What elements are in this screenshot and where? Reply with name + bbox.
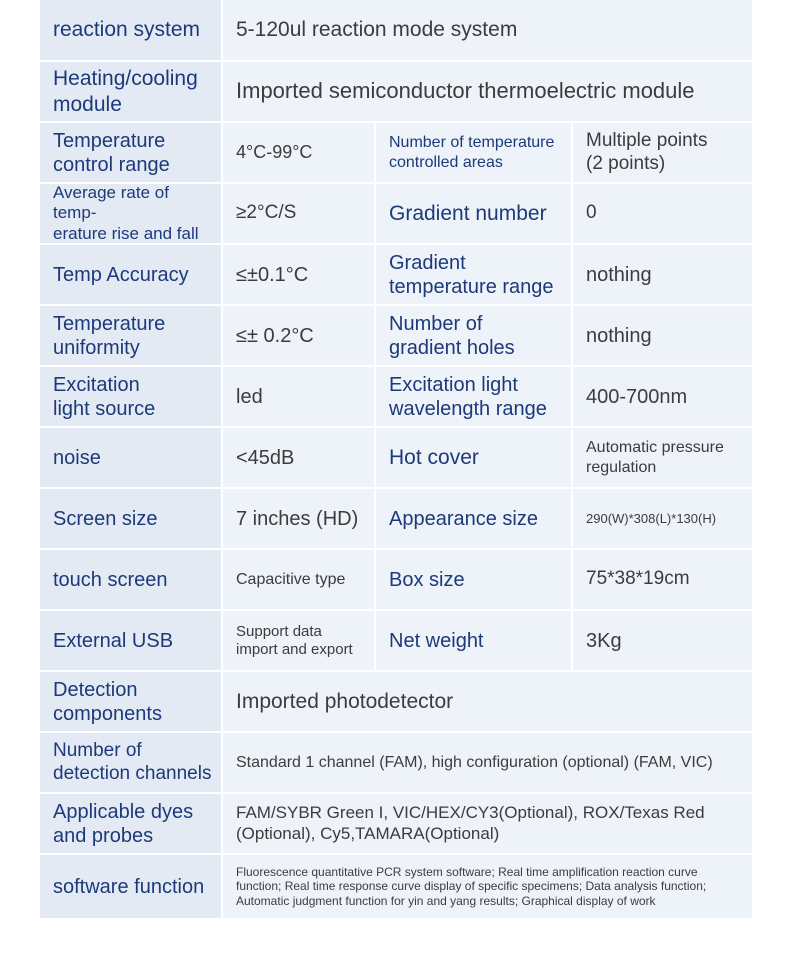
spec-label-text: noise: [53, 446, 101, 469]
spec-value-secondary-text: 3Kg: [586, 629, 622, 652]
spec-value-secondary: [573, 428, 752, 487]
spec-value-text: 4°C-99°C: [236, 141, 313, 162]
spec-label-secondary: [376, 489, 571, 548]
spec-label-text: Applicable dyes and probes: [53, 800, 194, 847]
spec-label-secondary: [376, 306, 571, 365]
spec-label-text: Temp Accuracy: [53, 263, 189, 286]
spec-value-secondary-text: 0: [586, 202, 597, 224]
spec-value-text: ≥2°C/S: [236, 202, 297, 224]
spec-table: [40, 0, 752, 918]
spec-value: [223, 184, 374, 243]
spec-label-secondary-text: Gradient temperature range: [389, 251, 554, 298]
spec-value-text: <45dB: [236, 446, 295, 469]
spec-label-secondary: [376, 367, 571, 426]
spec-value: [223, 306, 374, 365]
spec-label-text: reaction system: [53, 18, 201, 42]
spec-value-text: FAM/SYBR Green I, VIC/HEX/CY3(Optional), ROX/Texas Red (Optional), Cy5,TAMARA(Optional): [236, 803, 705, 843]
spec-value-text: Capacitive type: [236, 570, 346, 588]
spec-value: [223, 0, 752, 60]
spec-label-secondary: [376, 184, 571, 243]
spec-label-secondary: [376, 611, 571, 670]
spec-value-secondary: [573, 489, 752, 548]
spec-value-secondary-text: nothing: [586, 324, 652, 347]
spec-label: [40, 306, 221, 365]
spec-label: [40, 245, 221, 304]
spec-label: [40, 855, 221, 918]
spec-label-text: Heating/cooling module: [53, 67, 198, 116]
spec-value: [223, 733, 752, 792]
spec-label: [40, 550, 221, 609]
spec-label-secondary-text: Excitation light wavelength range: [389, 373, 547, 420]
spec-value-text: ≤± 0.2°C: [236, 324, 314, 347]
spec-value-secondary: [573, 306, 752, 365]
spec-label: [40, 672, 221, 731]
spec-label: [40, 62, 221, 121]
spec-value-secondary: [573, 184, 752, 243]
spec-value-text: led: [236, 385, 263, 408]
spec-label-secondary: [376, 428, 571, 487]
spec-label: [40, 794, 221, 853]
spec-label-secondary: [376, 123, 571, 182]
spec-value: [223, 489, 374, 548]
spec-label-text: Number of detection channels: [53, 739, 212, 784]
spec-label-text: Temperature uniformity: [53, 312, 166, 359]
spec-label-secondary-text: Hot cover: [389, 445, 479, 469]
spec-label: [40, 489, 221, 548]
spec-label-secondary-text: Number of gradient holes: [389, 312, 515, 359]
spec-value: [223, 855, 752, 918]
spec-value-secondary-text: Multiple points (2 points): [586, 129, 708, 174]
spec-value: [223, 123, 374, 182]
spec-label-text: software function: [53, 875, 205, 898]
spec-label-secondary-text: Gradient number: [389, 201, 547, 225]
spec-value: [223, 550, 374, 609]
spec-label-secondary: [376, 550, 571, 609]
spec-label-secondary-text: Net weight: [389, 629, 484, 652]
spec-label: [40, 611, 221, 670]
spec-value-secondary: [573, 367, 752, 426]
spec-value: [223, 367, 374, 426]
spec-value-text: Imported photodetector: [236, 689, 454, 713]
spec-label-text: External USB: [53, 629, 174, 652]
spec-label-text: Average rate of temp- erature rise and fall: [53, 184, 199, 243]
spec-value: [223, 428, 374, 487]
spec-value-secondary-text: 290(W)*308(L)*130(H): [586, 510, 717, 526]
spec-value-secondary-text: 75*38*19cm: [586, 568, 690, 590]
spec-label: [40, 733, 221, 792]
spec-value-secondary: [573, 550, 752, 609]
spec-value: [223, 62, 752, 121]
spec-value-text: 7 inches (HD): [236, 507, 359, 530]
spec-value-secondary-text: nothing: [586, 263, 652, 286]
spec-value-secondary: [573, 123, 752, 182]
spec-value: [223, 611, 374, 670]
spec-label-text: touch screen: [53, 568, 168, 591]
spec-value-text: Support data import and export: [236, 622, 353, 658]
spec-label-text: Temperature control range: [53, 129, 170, 176]
spec-value-secondary: [573, 245, 752, 304]
spec-label-text: Screen size: [53, 507, 158, 530]
spec-label-text: Detection components: [53, 678, 162, 725]
spec-value-text: Standard 1 channel (FAM), high configuration (optional) (FAM, VIC): [236, 753, 713, 771]
spec-label-text: Excitation light source: [53, 373, 156, 420]
spec-label-secondary-text: Box size: [389, 568, 465, 591]
spec-label-secondary-text: Number of temperature controlled areas: [389, 134, 555, 171]
spec-value-text: 5-120ul reaction mode system: [236, 18, 518, 42]
spec-value: [223, 245, 374, 304]
spec-label: [40, 184, 221, 243]
spec-value-text: Fluorescence quantitative PCR system software; Real time amplification reaction curve function; Real time response curve display of specific specimens; Data analysis function; Automatic judgment function for yin and yang results; Graphical display of work: [236, 864, 707, 908]
spec-label: [40, 428, 221, 487]
spec-label: [40, 0, 221, 60]
spec-value-secondary: [573, 611, 752, 670]
spec-label: [40, 367, 221, 426]
spec-value-text: Imported semiconductor thermoelectric module: [236, 78, 695, 104]
spec-label: [40, 123, 221, 182]
spec-label-secondary-text: Appearance size: [389, 507, 538, 530]
spec-value: [223, 794, 752, 853]
spec-label-secondary: [376, 245, 571, 304]
spec-value: [223, 672, 752, 731]
spec-value-secondary-text: Automatic pressure regulation: [586, 439, 724, 476]
spec-value-secondary-text: 400-700nm: [586, 385, 688, 408]
spec-value-text: ≤±0.1°C: [236, 263, 309, 286]
